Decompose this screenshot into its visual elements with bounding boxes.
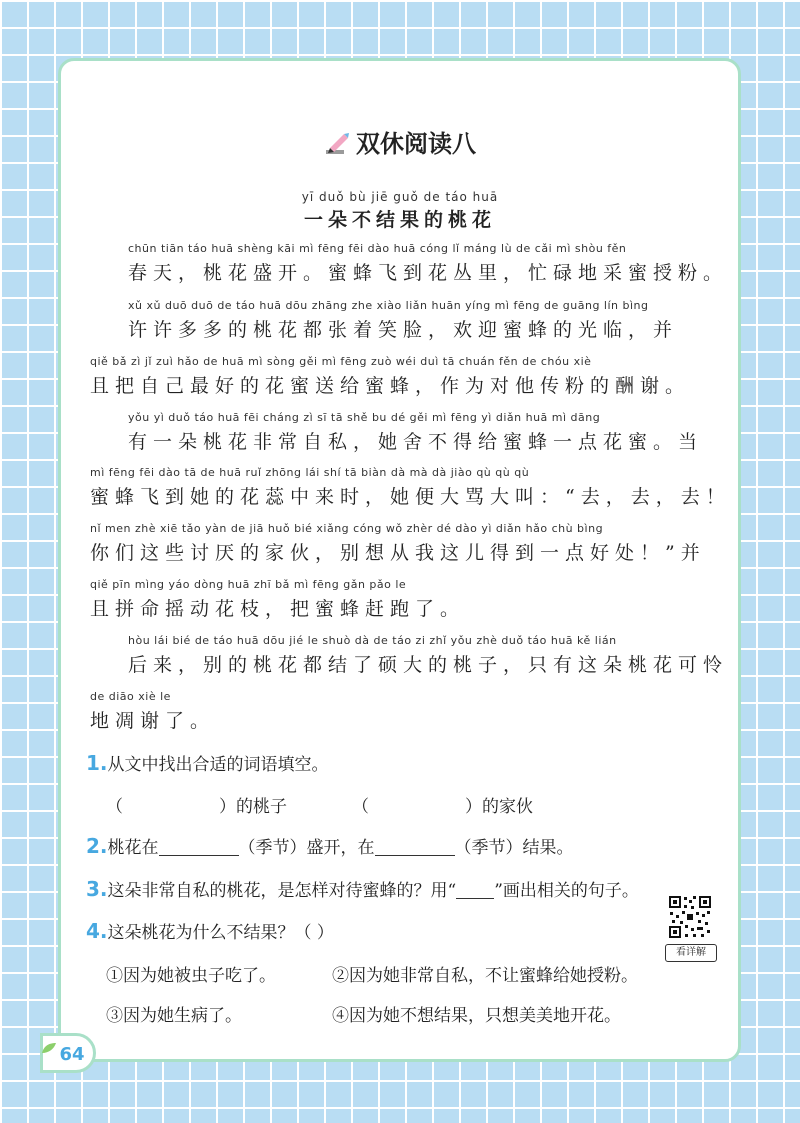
blank-suffix: ）的桃子 — [219, 797, 287, 817]
text-line: 后来，别的桃花都结了硕大的桃子，只有这朵桃花可怜 — [128, 654, 729, 676]
pinyin-line: qiě pīn mìng yáo dòng huā zhī bǎ mì fēng gǎn pǎo le — [90, 578, 407, 591]
option-3[interactable]: ③因为她生病了。 — [106, 1006, 242, 1026]
question-text: （季节）结果。 — [454, 838, 574, 858]
question-3 — [86, 876, 639, 901]
pinyin-line: hòu lái bié de táo huā dōu jié le shuò dà de táo zi zhǐ yǒu zhè duǒ táo huā kě lián — [128, 634, 617, 647]
qr-label[interactable]: 看详解 — [665, 944, 717, 962]
page-title-text: 双休阅读八 — [356, 130, 476, 158]
pinyin-line: xǔ xǔ duō duō de táo huā dōu zhāng zhe xiào liǎn huān yíng mì fēng de guāng lín bìng — [128, 299, 649, 312]
option-1[interactable]: ①因为她被虫子吃了。 — [106, 966, 276, 986]
pinyin-line: nǐ men zhè xiē tǎo yàn de jiā huǒ bié xiǎng cóng wǒ zhèr dé dào yì diǎn hǎo chù bìng — [90, 522, 604, 535]
pinyin-line: qiě bǎ zì jǐ zuì hǎo de huā mì sòng gěi mì fēng zuò wéi duì tā chuán fěn de chóu xiè — [90, 355, 592, 368]
question-number: 1. — [86, 751, 108, 775]
story-title-pinyin: yī duǒ bù jiē guǒ de táo huā — [301, 190, 499, 204]
answer-blank[interactable] — [159, 838, 239, 856]
q1-blank-a — [106, 792, 287, 817]
text-line: 且拼命摇动花枝，把蜜蜂赶跑了。 — [90, 598, 466, 620]
text-line: 你们这些讨厌的家伙，别想从我这儿得到一点好处！”并 — [90, 542, 706, 564]
q1-blank-b — [352, 792, 533, 817]
pinyin-line: de diāo xiè le — [90, 690, 171, 703]
pinyin-line: chūn tiān táo huā shèng kāi mì fēng fēi dào huā cóng lǐ máng lù de cǎi mì shòu fěn — [128, 242, 627, 255]
question-text: （季节）盛开，在 — [238, 838, 375, 858]
paren-open: （ — [106, 797, 123, 817]
question-1 — [86, 750, 329, 775]
question-number: 2. — [86, 834, 108, 858]
text-line: 蜜蜂飞到她的花蕊中来时，她便大骂大叫：“去，去，去！ — [90, 486, 731, 508]
option-2[interactable]: ②因为她非常自私，不让蜜蜂给她授粉。 — [332, 966, 638, 986]
question-number: 3. — [86, 877, 108, 901]
text-line: 且把自己最好的花蜜送给蜜蜂，作为对他传粉的酬谢。 — [90, 375, 691, 397]
question-text: ”画出相关的句子。 — [494, 881, 639, 901]
question-2 — [86, 833, 574, 858]
question-number: 4. — [86, 919, 108, 943]
question-text: 这朵桃花为什么不结果？（ ） — [107, 923, 334, 943]
question-text: 这朵非常自私的桃花，是怎样对待蜜蜂的？用“ — [107, 881, 457, 901]
blank-suffix: ）的家伙 — [465, 797, 533, 817]
pencil-icon — [324, 130, 350, 162]
text-line: 地凋谢了。 — [90, 710, 216, 732]
underline-sample — [456, 881, 494, 899]
qr-code-icon[interactable] — [667, 894, 713, 940]
text-line: 有一朵桃花非常自私，她舍不得给蜜蜂一点花蜜。当 — [128, 431, 704, 453]
paren-open: （ — [352, 797, 369, 817]
story-title: 一朵不结果的桃花 — [303, 209, 496, 231]
question-text: 从文中找出合适的词语填空。 — [107, 755, 329, 775]
question-text: 桃花在 — [107, 838, 159, 858]
text-line: 许许多多的桃花都张着笑脸，欢迎蜜蜂的光临，并 — [128, 319, 679, 341]
page-number: 64 — [59, 1044, 85, 1065]
option-4[interactable]: ④因为她不想结果，只想美美地开花。 — [332, 1006, 621, 1026]
page-title — [0, 124, 800, 162]
question-4 — [86, 918, 334, 943]
pinyin-line: yǒu yì duǒ táo huā fēi cháng zì sī tā shě bu dé gěi mì fēng yì diǎn huā mì dāng — [128, 411, 601, 424]
pinyin-line: mì fēng fēi dào tā de huā ruǐ zhōng lái shí tā biàn dà mà dà jiào qù qù qù — [90, 466, 530, 479]
answer-blank[interactable] — [375, 838, 455, 856]
text-line: 春天，桃花盛开。蜜蜂飞到花丛里，忙碌地采蜜授粉。 — [128, 262, 729, 284]
